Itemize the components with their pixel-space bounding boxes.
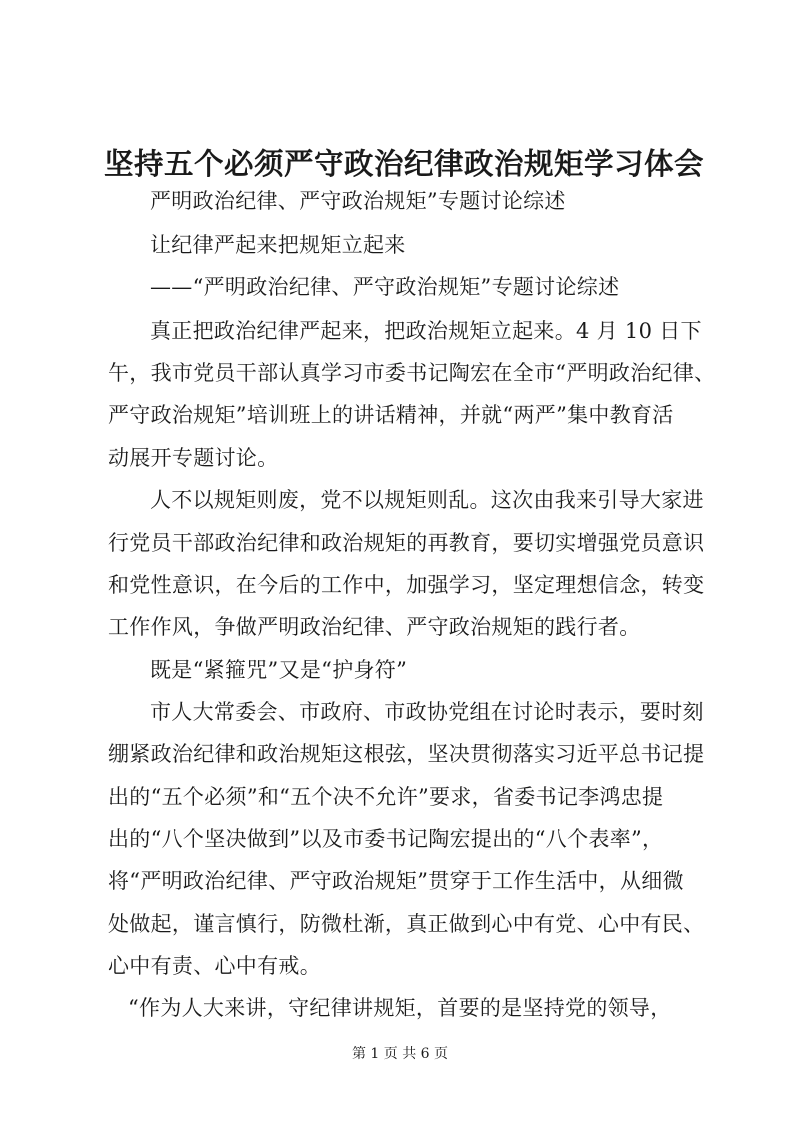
paragraph-3-line-1: 市人大常委会、市政府、市政协党组在讨论时表示，要时刻 [150,700,704,724]
paragraph-1-line-2: 午，我市党员干部认真学习市委书记陶宏在全市“严明政治纪律、 [108,361,716,385]
subtitle-line-2: 让纪律严起来把规矩立起来 [150,233,406,257]
subtitle-line-3: ——“严明政治纪律、严守政治规矩”专题讨论综述 [150,275,620,299]
paragraph-3-line-4: 出的“八个坚决做到”以及市委书记陶宏提出的“八个表率”， [108,827,664,851]
paragraph-3-line-7: 心中有责、心中有戒。 [108,954,321,978]
paragraph-3-line-3: 出的“五个必须”和“五个决不允许”要求，省委书记李鸿忠提 [108,785,664,809]
paragraph-3-line-5: 将“严明政治纪律、严守政治规矩”贯穿于工作生活中，从细微 [108,869,684,893]
paragraph-2-line-1: 人不以规矩则废，党不以规矩则乱。这次由我来引导大家进 [150,488,704,512]
paragraph-2-line-3: 和党性意识，在今后的工作中，加强学习，坚定理想信念，转变 [108,573,705,597]
paragraph-1-line-4: 动展开专题讨论。 [108,446,279,470]
paragraph-4-line-1: “作为人大来讲，守纪律讲规矩，首要的是坚持党的领导， [128,996,672,1020]
paragraph-2-line-2: 行党员干部政治纪律和政治规矩的再教育，要切实增强党员意识 [108,531,705,555]
paragraph-1-line-3: 严守政治规矩”培训班上的讲话精神，并就“两严”集中教育活 [108,403,674,427]
subtitle-line-1: 严明政治纪律、严守政治规矩”专题讨论综述 [150,189,566,213]
document-title: 坚持五个必须严守政治纪律政治规矩学习体会 [104,146,705,181]
paragraph-1-line-1: 真正把政治纪律严起来，把政治规矩立起来。4 月 10 日下 [150,319,702,343]
paragraph-3-line-2: 绷紧政治纪律和政治规矩这根弦，坚决贯彻落实习近平总书记提 [108,742,705,766]
page-footer: 第 1 页 共 6 页 [351,1046,449,1062]
paragraph-3-line-6: 处做起，谨言慎行，防微杜渐，真正做到心中有党、心中有民、 [108,912,705,936]
section-heading: 既是“紧箍咒”又是“护身符” [150,658,408,682]
paragraph-2-line-4: 工作作风，争做严明政治纪律、严守政治规矩的践行者。 [108,615,641,639]
